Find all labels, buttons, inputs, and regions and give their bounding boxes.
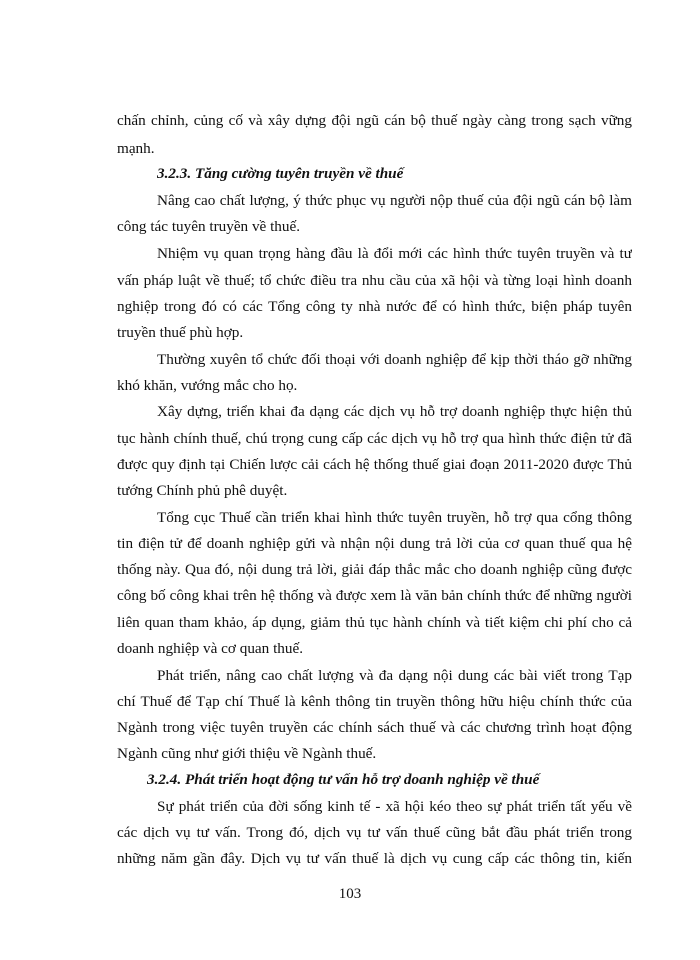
body-text-line: công tác tuyên truyền về thuế. <box>117 218 301 235</box>
page-number: 103 <box>338 886 362 902</box>
body-text-line: Ngành cũng như giới thiệu về Ngành thuế. <box>117 745 377 762</box>
body-text-line: Phát triển, nâng cao chất lượng và đa dạng nội dung các bài viết trong Tạp <box>157 667 632 684</box>
body-text-line: doanh nghiệp và cơ quan thuế. <box>117 640 304 657</box>
body-text-line: những năm gần đây. Dịch vụ tư vấn thuế là dịch vụ cung cấp các thông tin, kiến <box>117 850 632 867</box>
body-text-line: liên quan tham khảo, áp dụng, giảm thủ tục hành chính và tiết kiệm chi phí cho cả <box>117 614 632 631</box>
body-text-line: vấn pháp luật về thuế; tổ chức điều tra nhu cầu của xã hội và từng loại hình doanh <box>117 272 632 289</box>
body-text-line: được quy định tại Chiến lược cải cách hệ thống thuế giai đoạn 2011-2020 được Thủ <box>117 456 632 473</box>
body-text-line: Nâng cao chất lượng, ý thức phục vụ người nộp thuế của đội ngũ cán bộ làm <box>157 192 632 209</box>
body-text-line: truyền thuế phù hợp. <box>117 324 244 341</box>
body-text-line: thống này. Qua đó, nội dung trả lời, giải đáp thắc mắc cho doanh nghiệp cũng được <box>117 561 632 578</box>
body-text-line: Ngành trong việc tuyên truyền các chính sách thuế và các chương trình hoạt động <box>117 719 632 736</box>
body-text-line: Thường xuyên tổ chức đối thoại với doanh nghiệp để kịp thời tháo gỡ những <box>157 351 632 368</box>
body-text-line: tục hành chính thuế, chú trọng cung cấp các dịch vụ hỗ trợ qua hình thức điện tử đã <box>117 430 632 447</box>
body-text-line: Tổng cục Thuế cần triển khai hình thức tuyên truyền, hỗ trợ qua cổng thông <box>157 509 632 526</box>
body-text-line: Sự phát triển của đời sống kinh tế - xã hội kéo theo sự phát triển tất yếu về <box>157 798 632 815</box>
body-text-line: chấn chỉnh, củng cố và xây dựng đội ngũ cán bộ thuế ngày càng trong sạch vững <box>117 112 632 129</box>
body-text-line: Nhiệm vụ quan trọng hàng đầu là đổi mới các hình thức tuyên truyền và tư <box>157 245 632 262</box>
section-heading-3-2-3: 3.2.3. Tăng cường tuyên truyền về thuế <box>157 165 404 182</box>
body-text-line: các dịch vụ tư vấn. Trong đó, dịch vụ tư vấn thuế cũng bắt đầu phát triển trong <box>117 824 632 841</box>
body-text-line: chí Thuế để Tạp chí Thuế là kênh thông tin truyền thông hữu hiệu chính thức của <box>117 693 632 710</box>
body-text-line: mạnh. <box>117 140 155 157</box>
body-text-line: tướng Chính phủ phê duyệt. <box>117 482 288 499</box>
section-heading-3-2-4: 3.2.4. Phát triển hoạt động tư vấn hỗ trợ doanh nghiệp về thuế <box>147 771 540 788</box>
body-text-line: công bố công khai trên hệ thống và được xem là văn bản chính thức để những người <box>117 587 632 604</box>
body-text-line: khó khăn, vướng mắc cho họ. <box>117 377 298 394</box>
body-text-line: nghiệp trong đó có các Tổng công ty nhà nước để có hình thức, biện pháp tuyên <box>117 298 632 315</box>
body-text-line: tin điện tử để doanh nghiệp gửi và nhận nội dung trả lời của cơ quan thuế qua hệ <box>117 535 632 552</box>
body-text-line: Xây dựng, triển khai đa dạng các dịch vụ hỗ trợ doanh nghiệp thực hiện thủ <box>157 403 632 420</box>
